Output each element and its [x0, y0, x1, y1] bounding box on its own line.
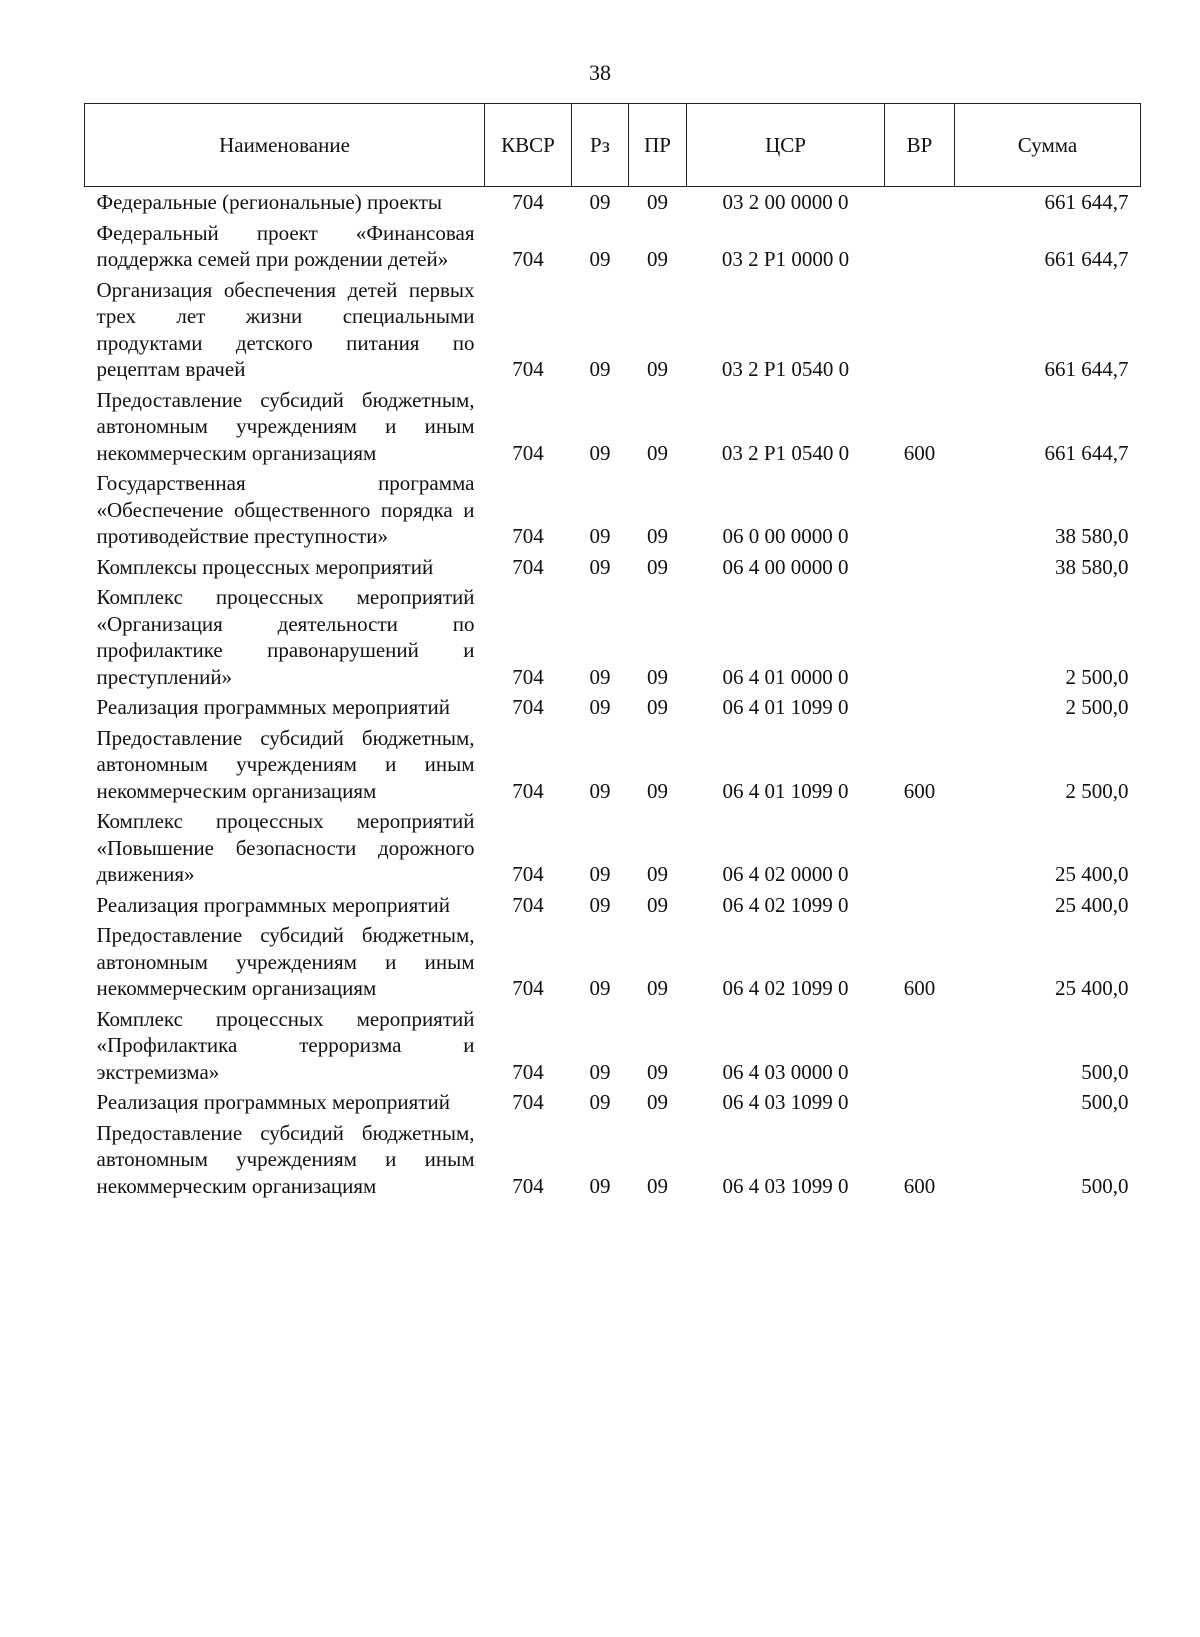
cell-name: Организация обеспечения детей первых трех лет жизни специальными продуктами детского питания по рецептам врачей	[96, 277, 475, 381]
cell-kvsr: 704	[512, 695, 544, 719]
cell-name: Предоставление субсидий бюджетным, автономным учреждениям и иным некоммерческим организациям	[96, 725, 475, 803]
cell-csr: 03 2 Р1 0540 0	[721, 440, 850, 465]
cell-sum: 661 644,7	[1044, 190, 1129, 214]
table-body	[85, 187, 1141, 1202]
cell-pr: 09	[647, 247, 668, 271]
cell-name: Комплекс процессных мероприятий «Организация деятельности по профилактике правонарушений и преступлений»	[96, 585, 475, 689]
cell-kvsr: 704	[512, 976, 544, 1000]
cell-name: Реализация программных мероприятий	[96, 1090, 450, 1114]
cell-sum: 25 400,0	[1055, 892, 1129, 917]
table-row	[85, 723, 1141, 807]
header-name: Наименование	[85, 104, 485, 187]
cell-name: Федеральные (региональные) проекты	[96, 190, 443, 214]
cell-csr: 03 2 00 0000 0	[722, 190, 849, 214]
table-row	[85, 890, 1141, 921]
cell-kvsr: 704	[512, 554, 544, 579]
cell-pr: 09	[647, 664, 668, 689]
cell-pr: 09	[647, 778, 668, 803]
header-rz: Рз	[572, 104, 629, 187]
cell-vr	[885, 890, 955, 921]
cell-kvsr: 704	[512, 1173, 544, 1198]
cell-sum: 2 500,0	[1065, 664, 1129, 689]
cell-csr: 06 4 02 1099 0	[722, 892, 849, 917]
cell-name: Предоставление субсидий бюджетным, автономным учреждениям и иным некоммерческим организациям	[96, 1120, 475, 1198]
header-pr: ПР	[629, 104, 687, 187]
cell-csr: 06 4 03 0000 0	[722, 1059, 849, 1084]
cell-rz: 09	[589, 778, 611, 803]
cell-sum: 661 644,7	[1044, 357, 1129, 381]
cell-csr: 03 2 Р1 0540 0	[721, 357, 850, 381]
cell-csr: 06 4 01 1099 0	[722, 778, 849, 803]
cell-name: Комплекс процессных мероприятий «Профилактика терроризма и экстремизма»	[96, 1006, 475, 1084]
cell-kvsr: 704	[512, 190, 544, 214]
cell-name: Предоставление субсидий бюджетным, автономным учреждениям и иным некоммерческим организациям	[96, 387, 475, 465]
cell-kvsr: 704	[512, 524, 544, 548]
cell-pr: 09	[647, 1173, 668, 1198]
cell-kvsr: 704	[512, 778, 544, 803]
cell-kvsr: 704	[512, 664, 544, 689]
cell-sum: 661 644,7	[1044, 440, 1129, 465]
cell-sum: 500,0	[1081, 1173, 1129, 1198]
cell-pr: 09	[647, 892, 668, 917]
cell-vr: 600	[903, 440, 936, 465]
table-row	[85, 582, 1141, 692]
cell-vr: 600	[903, 778, 936, 803]
cell-vr	[885, 218, 955, 275]
cell-rz: 09	[589, 357, 611, 381]
table-row	[85, 1004, 1141, 1088]
header-csr: ЦСР	[687, 104, 885, 187]
cell-vr	[885, 552, 955, 583]
cell-name: Реализация программных мероприятий	[96, 695, 450, 719]
cell-pr: 09	[647, 554, 668, 579]
cell-vr	[885, 275, 955, 385]
cell-vr	[885, 1087, 955, 1118]
cell-sum: 2 500,0	[1065, 778, 1129, 803]
cell-pr: 09	[647, 862, 668, 886]
cell-csr: 06 0 00 0000 0	[722, 524, 849, 548]
header-sum: Сумма	[955, 104, 1141, 187]
cell-name: Предоставление субсидий бюджетным, автономным учреждениям и иным некоммерческим организациям	[96, 923, 475, 1000]
cell-vr	[885, 692, 955, 723]
cell-pr: 09	[647, 440, 668, 465]
cell-pr: 09	[647, 695, 668, 719]
cell-rz: 09	[589, 247, 611, 271]
cell-rz: 09	[589, 440, 611, 465]
cell-pr: 09	[647, 190, 668, 214]
table-row	[85, 218, 1141, 275]
table-row	[85, 275, 1141, 385]
cell-vr	[885, 468, 955, 552]
cell-name: Комплекс процессных мероприятий «Повышение безопасности дорожного движения»	[96, 809, 475, 886]
cell-sum: 38 580,0	[1055, 554, 1129, 579]
cell-rz: 09	[589, 862, 611, 886]
cell-kvsr: 704	[512, 247, 544, 271]
cell-rz: 09	[589, 190, 611, 214]
table-row	[85, 187, 1141, 218]
cell-name: Реализация программных мероприятий	[96, 892, 450, 917]
cell-name: Федеральный проект «Финансовая поддержка семей при рождении детей»	[96, 220, 475, 271]
cell-sum: 500,0	[1081, 1090, 1129, 1114]
cell-vr	[885, 1004, 955, 1088]
table-row	[85, 920, 1141, 1004]
table-row	[85, 552, 1141, 583]
table-row	[85, 692, 1141, 723]
cell-kvsr: 704	[512, 862, 544, 886]
cell-sum: 25 400,0	[1055, 976, 1129, 1000]
cell-rz: 09	[589, 554, 611, 579]
cell-sum: 500,0	[1081, 1059, 1129, 1084]
cell-vr: 600	[903, 976, 936, 1000]
cell-sum: 38 580,0	[1055, 524, 1129, 548]
cell-kvsr: 704	[512, 892, 544, 917]
cell-pr: 09	[647, 976, 668, 1000]
cell-name: Государственная программа «Обеспечение общественного порядка и противодействие преступности»	[96, 471, 475, 548]
cell-pr: 09	[647, 524, 668, 548]
cell-sum: 2 500,0	[1065, 695, 1129, 719]
budget-table	[84, 103, 1141, 1201]
cell-csr: 03 2 Р1 0000 0	[721, 247, 850, 271]
cell-rz: 09	[589, 1090, 611, 1114]
cell-rz: 09	[589, 524, 611, 548]
page-number: 38	[589, 60, 611, 85]
cell-rz: 09	[589, 976, 611, 1000]
cell-pr: 09	[647, 357, 668, 381]
cell-vr: 600	[903, 1173, 936, 1198]
cell-csr: 06 4 00 0000 0	[722, 554, 849, 579]
cell-kvsr: 704	[512, 1090, 544, 1114]
cell-sum: 661 644,7	[1044, 247, 1129, 271]
cell-pr: 09	[647, 1059, 668, 1084]
cell-rz: 09	[589, 892, 611, 917]
table-row	[85, 806, 1141, 890]
cell-sum: 25 400,0	[1055, 862, 1129, 886]
cell-rz: 09	[589, 664, 611, 689]
cell-kvsr: 704	[512, 357, 544, 381]
cell-csr: 06 4 02 0000 0	[722, 862, 849, 886]
cell-rz: 09	[589, 1059, 611, 1084]
table-header	[85, 104, 1141, 187]
cell-rz: 09	[589, 1173, 611, 1198]
table-row	[85, 468, 1141, 552]
cell-rz: 09	[589, 695, 611, 719]
cell-csr: 06 4 03 1099 0	[722, 1090, 849, 1114]
cell-name: Комплексы процессных мероприятий	[96, 554, 434, 579]
table-row	[85, 1118, 1141, 1202]
cell-vr	[885, 582, 955, 692]
table-row	[85, 385, 1141, 469]
header-kvsr: КВСР	[485, 104, 572, 187]
cell-csr: 06 4 02 1099 0	[722, 976, 849, 1000]
cell-pr: 09	[647, 1090, 668, 1114]
cell-csr: 06 4 01 1099 0	[722, 695, 849, 719]
cell-csr: 06 4 03 1099 0	[722, 1173, 849, 1198]
header-vr: ВР	[885, 104, 955, 187]
table-row	[85, 1087, 1141, 1118]
cell-vr	[885, 806, 955, 890]
cell-csr: 06 4 01 0000 0	[722, 664, 849, 689]
cell-kvsr: 704	[512, 1059, 544, 1084]
cell-vr	[885, 187, 955, 218]
cell-kvsr: 704	[512, 440, 544, 465]
